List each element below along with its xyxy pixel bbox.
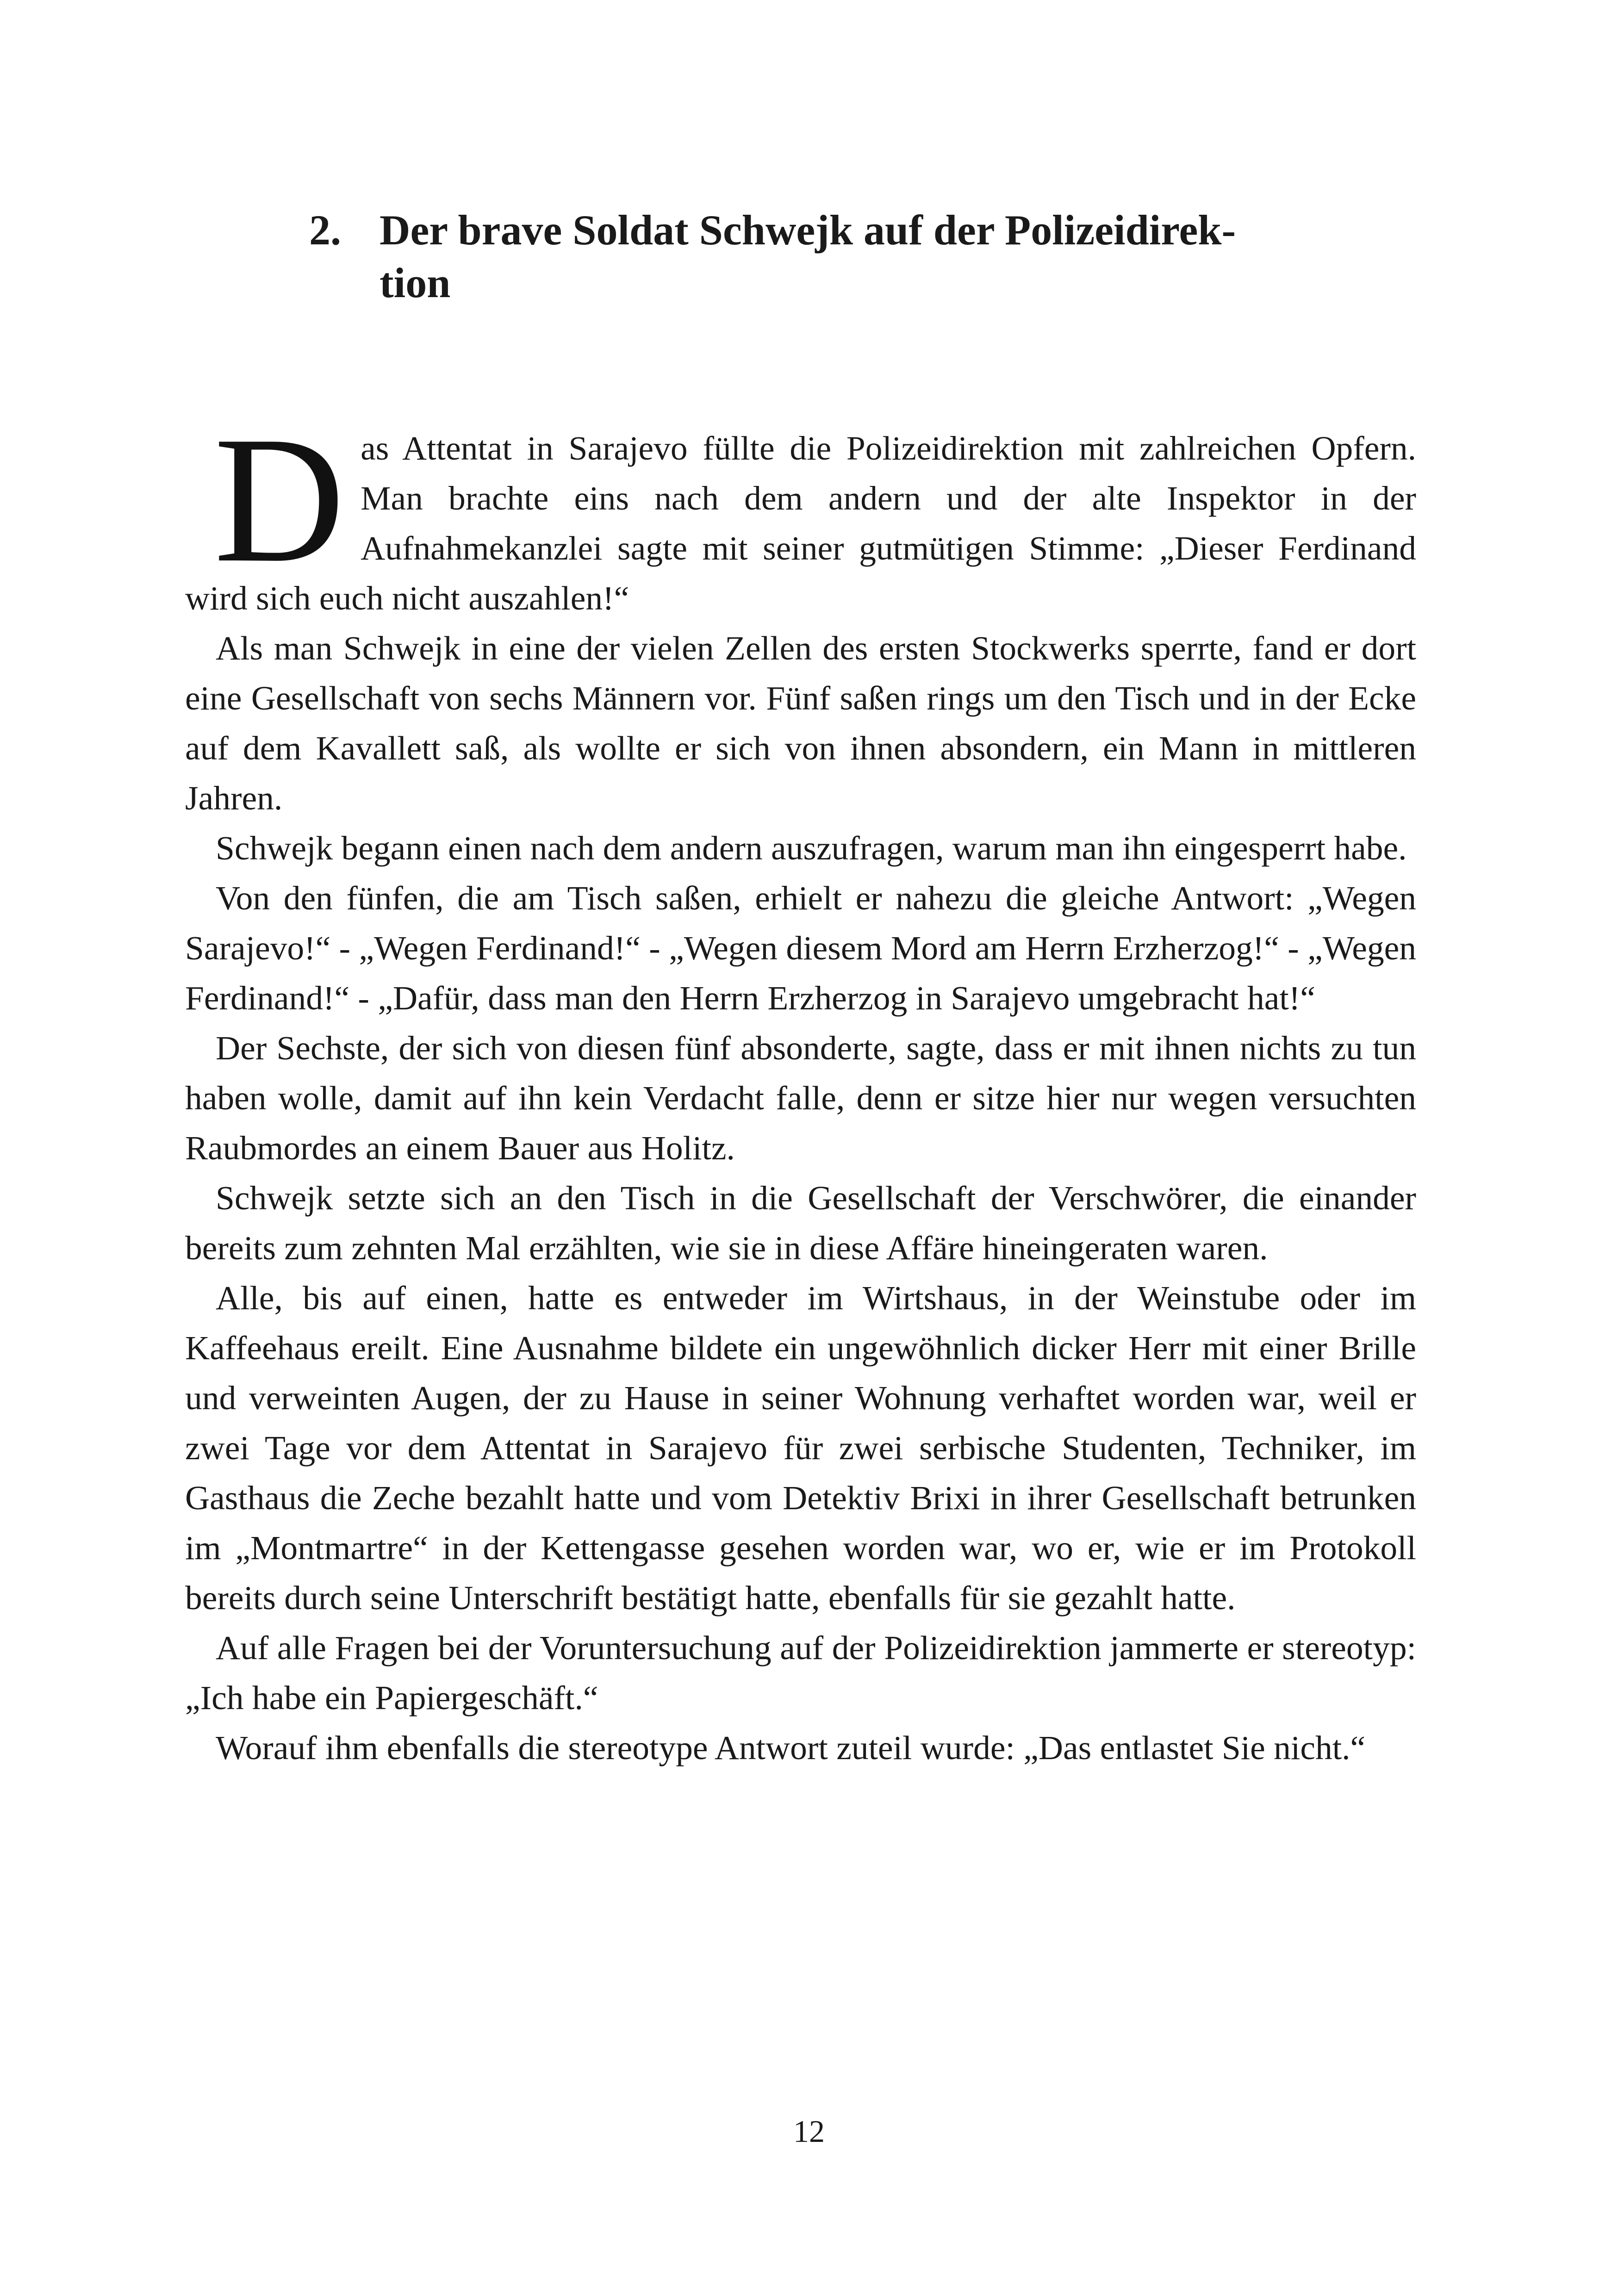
body-text <box>185 399 1416 1773</box>
chapter-title: Der brave Soldat Schwejk auf der Polizeidirek- tion <box>380 206 1236 306</box>
paragraph-3: Schwejk begann einen nach dem andern auszufragen, warum man ihn eingesperrt habe. <box>216 829 1407 867</box>
paragraph-8: Auf alle Fragen bei der Voruntersuchung auf der Polizeidirektion jammerte er stereotyp: „Ich habe ein Papiergeschäft.“ <box>185 1629 1416 1717</box>
page-number: 12 <box>793 2114 825 2149</box>
paragraph-6: Schwejk setzte sich an den Tisch in die Gesellschaft der Verschwörer, die einander bereits zum zehnten Mal erzählten, wie sie in diese Affäre hineingeraten waren. <box>185 1179 1416 1267</box>
chapter-heading <box>309 204 1420 309</box>
chapter-number: 2. <box>309 206 341 254</box>
paragraph-5: Der Sechste, der sich von diesen fünf absonderte, sagte, dass er mit ihnen nichts zu tun haben wolle, damit auf ihn kein Verdacht falle, denn er sitze hier nur wegen versuchten Raubmordes an einem Bauer aus Holitz. <box>185 1029 1416 1167</box>
paragraph-9: Worauf ihm ebenfalls die stereotype Antwort zuteil wurde: „Das entlastet Sie nicht.“ <box>216 1729 1366 1767</box>
paragraph-1-text: as Attentat in Sarajevo füllte die Polizeidirektion mit zahlreichen Opfern. Man brachte eins nach dem andern und der alte Inspektor in der Aufnahmekanzlei sagte mit seiner gutmütigen Stimme: „Dieser Ferdinand wird sich euch nicht auszahlen!“ <box>185 429 1416 617</box>
paragraph-7: Alle, bis auf einen, hatte es entweder im Wirtshaus, in der Weinstube oder im Kaffeehaus ereilt. Eine Ausnahme bildete ein ungewöhnlich dicker Herr mit einer Brille und verweinten Augen, der zu Hause in seiner Wohnung verhaftet worden war, weil er zwei Tage vor dem Attentat in Sarajevo für zwei serbische Studenten, Techniker, im Gasthaus die Zeche bezahlt hatte und vom Detektiv Brixi in ihrer Gesellschaft betrunken im „Montmartre“ in der Kettengasse gesehen worden war, wo er, wie er im Protokoll bereits durch seine Unterschrift bestätigt hatte, ebenfalls für sie gezahlt hatte. <box>185 1279 1416 1617</box>
paragraph-1 <box>185 399 1416 623</box>
drop-cap: D <box>214 399 345 600</box>
paragraph-4: Von den fünfen, die am Tisch saßen, erhielt er nahezu die gleiche Antwort: „Wegen Sarajevo!“ - „Wegen Ferdinand!“ - „Wegen diesem Mord am Herrn Erzherzog!“ - „Wegen Ferdinand!“ - „Dafür, dass man den Herrn Erzherzog in Sarajevo umgebracht hat!“ <box>185 879 1416 1017</box>
paragraph-2: Als man Schwejk in eine der vielen Zellen des ersten Stockwerks sperrte, fand er dort eine Gesellschaft von sechs Männern vor. Fünf saßen rings um den Tisch und in der Ecke auf dem Kavallett saß, als wollte er sich von ihnen absondern, ein Mann in mittleren Jahren. <box>185 629 1416 817</box>
